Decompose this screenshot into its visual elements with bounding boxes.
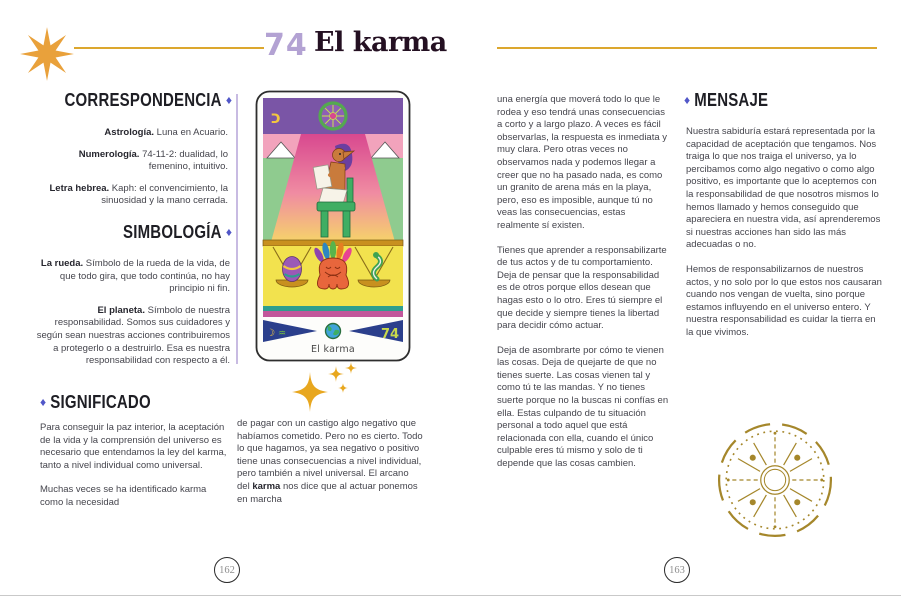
text-run: nos dice que al actuar ponemos en marcha: [237, 480, 418, 505]
paragraph: Para conseguir la paz interior, la aceptación de la vida y la comprensión del universo es necesario que entendamos la ley del karma, tanto a nivel individual como universal.: [40, 422, 227, 471]
paragraph: una energía que moverá todo lo que le rodea y eso tendrá unas consecuencias a corto y a largo plazo. A veces es fácil observarlas, la respuesta es inmediata y muy clara. Pero otras veces no observamos nada y podemos llegar a creer que no ha pasado nada, es como un granito de arena más en la playa, pero, eso es imposible, aunque tú no veas las consecuencias, estas realmente sí existen.: [497, 94, 668, 231]
item-label: Astrología.: [104, 127, 155, 138]
item-label: La rueda.: [40, 258, 84, 269]
diamond-icon: ♦: [40, 395, 47, 409]
list-item: [36, 127, 228, 140]
text-run: de pagar con un castigo algo negativo que habíamos cometido. Pero no es cierto. Todo lo que hagamos, ya sea negativo o positivo tiene unas consecuencias a nivel individual, pero también a nivel universal. El arcano del: [237, 418, 423, 492]
paragraph: [237, 418, 423, 506]
list-item: [32, 305, 230, 368]
paragraph: Muchas veces se ha identificado karma como la necesidad: [40, 484, 207, 508]
globe-icon: [326, 324, 341, 339]
paragraph: Nuestra sabiduría estará representada por la capacidad de aceptación que tengamos. Nos traiga lo que nos traiga el universo, ya lo percibamos como algo negativo o como algo positivo, es importante que lo aceptemos con la responsabilidad de que nosotros mismos lo hemos llamado y hemos conseguido que apareciera en nuestra vida, así aprenderemos si nuestras acciones han sido las más adecuadas o no.: [686, 126, 881, 251]
diamond-icon: ♦: [684, 93, 691, 107]
mensaje-heading: [684, 92, 768, 109]
paragraph: Tienes que aprender a responsabilizarte de tus actos y de tu comportamiento. Deja de pensar que la responsabilidad es de otros porque ellos desean que hagas esto o lo otro. Eres tú siempre el que decide y siempre tienes la libertad para decidir cómo actuar.: [497, 244, 667, 332]
item-text: Kaph: el convencimiento, la sinuosidad y la mano cerrada.: [101, 182, 228, 207]
page-number-text: 163: [669, 564, 685, 576]
list-item: [36, 149, 228, 174]
divider-line: [236, 94, 238, 364]
card-caption: El karma: [310, 344, 356, 355]
significado-heading: [40, 394, 151, 411]
bold-keyword: karma: [252, 480, 281, 492]
arcana-number: 74: [264, 28, 308, 63]
diamond-icon: ♦: [225, 93, 232, 107]
item-text: 74-11-2: dualidad, lo femenino, intuitivo.: [139, 148, 228, 173]
correspondencia-heading: [36, 92, 232, 109]
item-text: Luna en Acuario.: [154, 127, 228, 138]
heading-text: SIGNIFICADO: [50, 392, 151, 413]
sun-mandala-icon: [713, 421, 837, 541]
egg-icon: [283, 257, 302, 282]
star-burst-icon: [18, 26, 76, 82]
tarot-card: [255, 90, 411, 362]
mensaje-column: [686, 126, 882, 352]
heading-text: CORRESPONDENCIA: [64, 90, 222, 111]
heading-text: MENSAJE: [694, 90, 769, 111]
page-title: El karma: [314, 27, 447, 58]
diamond-icon: ♦: [225, 225, 232, 239]
item-text: Símbolo de la rueda de la vida, de que todo gira, que todo continúa, no hay principio ni fin.: [59, 258, 230, 295]
paragraph: Deja de asombrarte por cómo te vienen las cosas. Deja de quejarte de que no tienes suerte. Las cosas vienen tal y como tú te las mandas. Y no tienes suerte porque no la buscas ni confías en ella. Estas culpando de tu situación personal a todo aquel que está relacionada con ella, cuando el único culpable eres tú mismo y solo de ti depende que las cosas cambien.: [497, 344, 669, 470]
simbologia-list: [32, 258, 230, 377]
page-bottom-edge: [0, 595, 901, 596]
card-number: 74: [381, 327, 400, 342]
item-label: Letra hebrea.: [49, 182, 110, 194]
significado-column-1: [40, 422, 230, 522]
significado-column-2: [237, 418, 423, 518]
item-label: Numerología.: [78, 148, 140, 160]
paragraph: Hemos de responsabilizarnos de nuestros actos, y no solo por lo que estos nos causaran cuando nos vengan de vuelta, sino porque estamos influyendo en el universo entero. Y nuestra responsabilidad es cuidar la tierra en la que vivimos.: [686, 263, 882, 338]
moon-icon: ☽: [266, 328, 275, 339]
correspondencia-list: [36, 127, 228, 217]
header-rule-right: [497, 47, 877, 49]
wheel-icon: [320, 103, 346, 129]
header-rule-left: [74, 47, 264, 49]
list-item: [32, 258, 230, 296]
item-text: Símbolo de nuestra responsabilidad. Somos sus cuidadores y según sean nuestras acciones contribuiremos a protegerlo o a destruirlo. Esa es nuestra responsabilidad con respecto a él.: [36, 304, 230, 367]
page-number-text: 162: [219, 564, 235, 576]
page-number-left: [214, 557, 240, 583]
item-label: El planeta.: [97, 304, 145, 316]
page-number-right: [664, 557, 690, 583]
hebrew-letter-kaph: כ: [271, 108, 281, 128]
list-item: [36, 183, 228, 208]
aquarius-icon: ♒: [278, 329, 287, 339]
heading-text: SIMBOLOGÍA: [123, 222, 222, 243]
simbologia-heading: [36, 224, 232, 241]
sparkles-icon: [284, 360, 364, 422]
right-column-1: [497, 94, 669, 483]
